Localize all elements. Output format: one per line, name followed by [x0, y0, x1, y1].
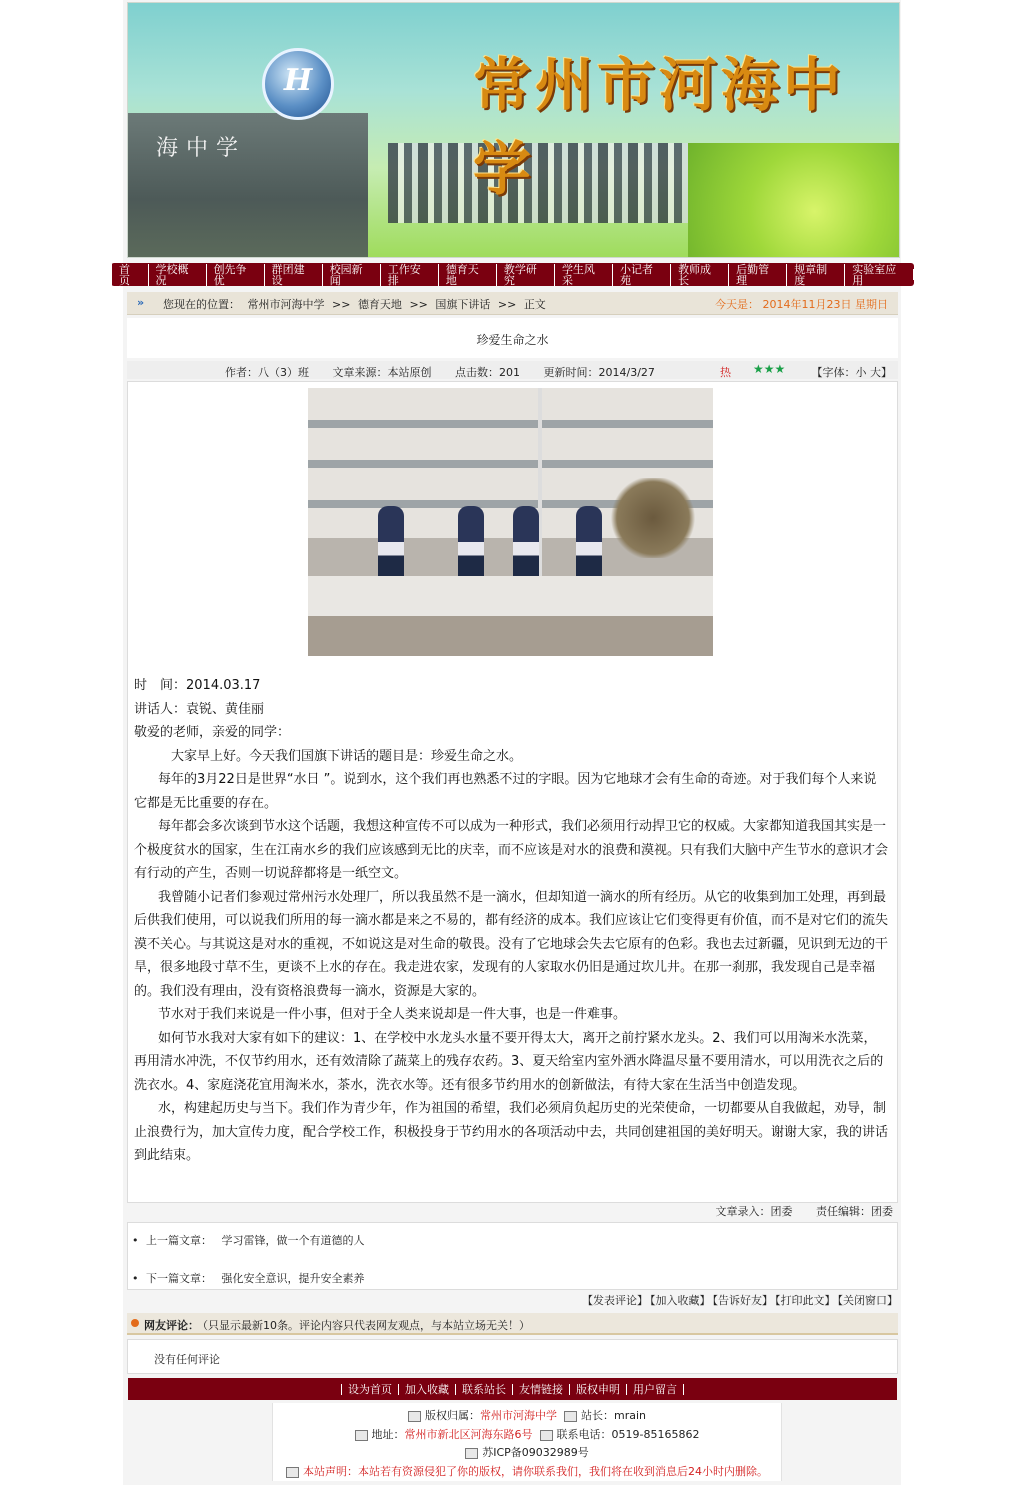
footer-copyright[interactable]: 版权申明: [569, 1384, 626, 1395]
nav-item-schedule[interactable]: 工作安排: [380, 264, 438, 286]
nav-item-home[interactable]: 首页: [111, 264, 148, 286]
article-title: 珍爱生命之水: [127, 318, 898, 358]
address-label: 地址：: [371, 1428, 405, 1441]
article-meta: [127, 361, 898, 379]
comments-box: [127, 1339, 898, 1374]
breadcrumb-sep: >>: [332, 298, 351, 311]
double-arrow-icon: »: [137, 296, 145, 309]
nav-item-news[interactable]: 校园新闻: [322, 264, 380, 286]
rating-stars-icon: ★★★: [753, 362, 786, 376]
add-favorite-link[interactable]: 【加入收藏】: [650, 1294, 711, 1307]
footer-row-address: [273, 1426, 781, 1442]
bullet-icon: •: [132, 1234, 139, 1247]
header-banner: [127, 2, 900, 258]
copyright-label: 版权归属：: [424, 1409, 480, 1422]
article-paragraph: 时 间：2014.03.17: [134, 678, 261, 693]
info-icon: [564, 1411, 577, 1422]
breadcrumb-moral[interactable]: 德育天地: [357, 298, 402, 311]
article-updated: 更新时间：2014/3/27: [543, 366, 655, 379]
logo-letter: H: [283, 63, 313, 98]
footer-row-copyright: [273, 1407, 781, 1423]
article-paragraph: 节水对于我们来说是一件小事，但对于全人类来说却是一件大事，也是一件难事。: [158, 1007, 627, 1022]
prev-next-box: [127, 1222, 898, 1290]
breadcrumb-path: [163, 296, 550, 312]
article-paragraph: 讲话人：袁锐、黄佳丽: [134, 701, 265, 717]
info-icon: [355, 1430, 368, 1441]
next-article: [132, 1270, 365, 1286]
article-paragraph: 如何节水我对大家有如下的建议：1、在学校中水龙头水量不要开得太大，离开之前拧紧水龙头。2、我们可以用淘米水洗菜，再用清水冲洗，不仅节约用水，还有效清除了蔬菜上的残存农药。3、夏天给室内室外洒水降温尽量不要用清水，可以用洗衣之后的洗衣水。4、家庭浇花宜用淘米水，茶水，洗衣水等。还有很多节约用水的创新做法，有待大家在生活当中创造发现。: [134, 1030, 884, 1093]
article-text: [134, 674, 889, 1168]
phone-label: 联系电话：: [556, 1428, 612, 1441]
article-body: [127, 381, 898, 1203]
article-paragraph: 我曾随小记者们参观过常州污水处理厂，所以我虽然不是一滴水，但却知道一滴水的所有经历。从它的收集到加工处理，再到最后供我们使用，可以说我们所用的每一滴水都是来之不易的，都有经济的成本。我们应该让它们变得更有价值，而不是对它们的流失漠不关心。与其说这是对水的重视，不如说这是对生命的敬畏。没有了它地球会失去它原有的色彩。我也去过新疆，见识到无边的干旱，很多地段寸草不生，更谈不上水的存在。我走进农家，发现有的人家取水仍旧是通过坎儿井。在那一刹那，我发现自己是幸福的。我们没有理由，没有资格浪费每一滴水，资源是大家的。: [134, 889, 889, 999]
info-icon: [465, 1448, 478, 1459]
editor-info: [127, 1203, 898, 1221]
breadcrumb-current: 正文: [523, 298, 546, 311]
nav-item-overview[interactable]: 学校概况: [148, 264, 206, 286]
nav-item-groups[interactable]: 群团建设: [264, 264, 322, 286]
footer-nav-divider: [683, 1384, 684, 1395]
notice-icon: [286, 1467, 299, 1478]
photo-railing: [308, 576, 713, 616]
breadcrumb-sep: >>: [497, 298, 517, 311]
breadcrumb-sep: >>: [409, 298, 428, 311]
hot-badge: 热: [720, 366, 731, 379]
footer-contact[interactable]: 联系站长: [455, 1384, 512, 1395]
prev-label: 上一篇文章：: [146, 1234, 212, 1247]
nav-item-teachers[interactable]: 教师成长: [670, 264, 728, 286]
next-label: 下一篇文章：: [146, 1272, 212, 1285]
article-source: 文章来源：本站原创: [332, 366, 432, 379]
footer-set-home[interactable]: 设为首页: [341, 1384, 398, 1395]
article-paragraph: 大家早上好。今天我们国旗下讲话的题目是：珍爱生命之水。: [158, 748, 523, 764]
phone-icon: [540, 1430, 553, 1441]
breadcrumb-prefix: 您现在的位置：: [163, 298, 240, 311]
close-window-link[interactable]: 【关闭窗口】: [837, 1294, 898, 1307]
post-comment-link[interactable]: 【发表评论】: [582, 1294, 648, 1307]
comments-note: （只显示最新10条。评论内容只代表网友观点，与本站立场无关！）: [197, 1319, 530, 1332]
info-icon: [408, 1411, 421, 1422]
address-value: 常州市新北区河海东路6号: [404, 1428, 533, 1441]
site-notice: 本站声明：本站若有资源侵犯了你的版权，请你联系我们，我们将在收到消息后24小时内删除。: [303, 1465, 768, 1478]
article-actions: [127, 1292, 898, 1308]
comments-header: [127, 1313, 898, 1335]
footer-add-favorite[interactable]: 加入收藏: [398, 1384, 455, 1395]
article-paragraph: 每年都会多次谈到节水这个话题，我想这种宣传不可以成为一种形式，我们必须用行动捍卫它的权威。大家都知道我国其实是一个极度贫水的国家，生在江南水乡的我们应该感到无比的庆幸，而不应该是对水的浪费和漠视。只有我们大脑中产生节水的意识才会有行动的产生，否则一切说辞都将是一纸空文。: [134, 819, 889, 881]
breadcrumb: [127, 292, 898, 315]
admin-value: mrain: [613, 1409, 646, 1422]
admin-label: 站长：: [580, 1409, 614, 1422]
nav-item-lab[interactable]: 实验室应用: [844, 264, 913, 286]
building-text: 海中学: [156, 136, 247, 161]
nav-item-moral[interactable]: 德育天地: [438, 264, 496, 286]
photo-tree: [608, 478, 698, 558]
footer-row-icp: [273, 1444, 781, 1460]
article-photo: [308, 388, 713, 656]
font-size-control[interactable]: 【字体：小 大】: [811, 366, 892, 379]
main-nav: [111, 263, 914, 286]
no-comments-text: 没有任何评论: [154, 1353, 220, 1366]
breadcrumb-home[interactable]: 常州市河海中学: [247, 298, 325, 311]
school-title: 常州市河海中学: [473, 51, 846, 203]
footer-links[interactable]: 友情链接: [512, 1384, 569, 1395]
footer-nav: [128, 1378, 897, 1400]
nav-item-rules[interactable]: 规章制度: [786, 264, 844, 286]
phone-value: 0519-85165862: [611, 1428, 700, 1441]
footer-guestbook[interactable]: 用户留言: [626, 1384, 683, 1395]
footer-row-notice: [273, 1463, 781, 1479]
nav-item-excellence[interactable]: 创先争优: [206, 264, 264, 286]
icp-number[interactable]: 苏ICP备09032989号: [482, 1446, 589, 1459]
breadcrumb-speech[interactable]: 国旗下讲话: [435, 298, 491, 311]
nav-item-logistics[interactable]: 后勤管理: [728, 264, 786, 286]
article-info: [225, 364, 675, 380]
article-paragraph: 水，构建起历史与当下。我们作为青少年，作为祖国的希望，我们必须肩负起历史的光荣使命，一切都要从自我做起，劝导，制止浪费行为，加大宣传力度，配合学校工作，积极投身于节约用水的各项活动中去，共同创建祖国的美好明天。谢谢大家，我的讲话到此结束。: [134, 1101, 889, 1163]
bullet-icon: •: [132, 1272, 139, 1285]
copyright-value: 常州市河海中学: [479, 1409, 557, 1422]
orange-dot-icon: [131, 1319, 139, 1327]
today-date: 今天是： 2014年11月23日 星期日: [715, 298, 888, 311]
editor-responsible: 责任编辑：团委: [816, 1205, 893, 1218]
prev-article-link[interactable]: 学习雷锋，做一个有道德的人: [221, 1234, 365, 1247]
school-logo-icon: [262, 48, 334, 120]
editor-entry: 文章录入：团委: [715, 1205, 793, 1218]
nav-item-research[interactable]: 教学研究: [496, 264, 554, 286]
article-author: 作者：八（3）班: [225, 366, 309, 379]
print-link[interactable]: 【打印此文】: [775, 1294, 836, 1307]
article-paragraph: 每年的3月22日是世界“水日 ”。说到水，这个我们再也熟悉不过的字眼。因为它地球才会有生命的奇迹。对于我们每个人来说它都是无比重要的存在。: [134, 772, 877, 811]
prev-article: [132, 1232, 365, 1248]
tell-friend-link[interactable]: 【告诉好友】: [712, 1294, 773, 1307]
nav-divider: [913, 269, 914, 280]
nav-item-students[interactable]: 学生风采: [554, 264, 612, 286]
footer-info: [272, 1403, 782, 1481]
comments-label: 网友评论：: [144, 1319, 199, 1332]
nav-item-reporters[interactable]: 小记者苑: [612, 264, 670, 286]
article-paragraph: 敬爱的老师，亲爱的同学：: [134, 725, 291, 740]
photo-ground: [308, 616, 713, 656]
article-hits: 点击数：201: [455, 366, 520, 379]
next-article-link[interactable]: 强化安全意识，提升安全素养: [221, 1272, 365, 1285]
